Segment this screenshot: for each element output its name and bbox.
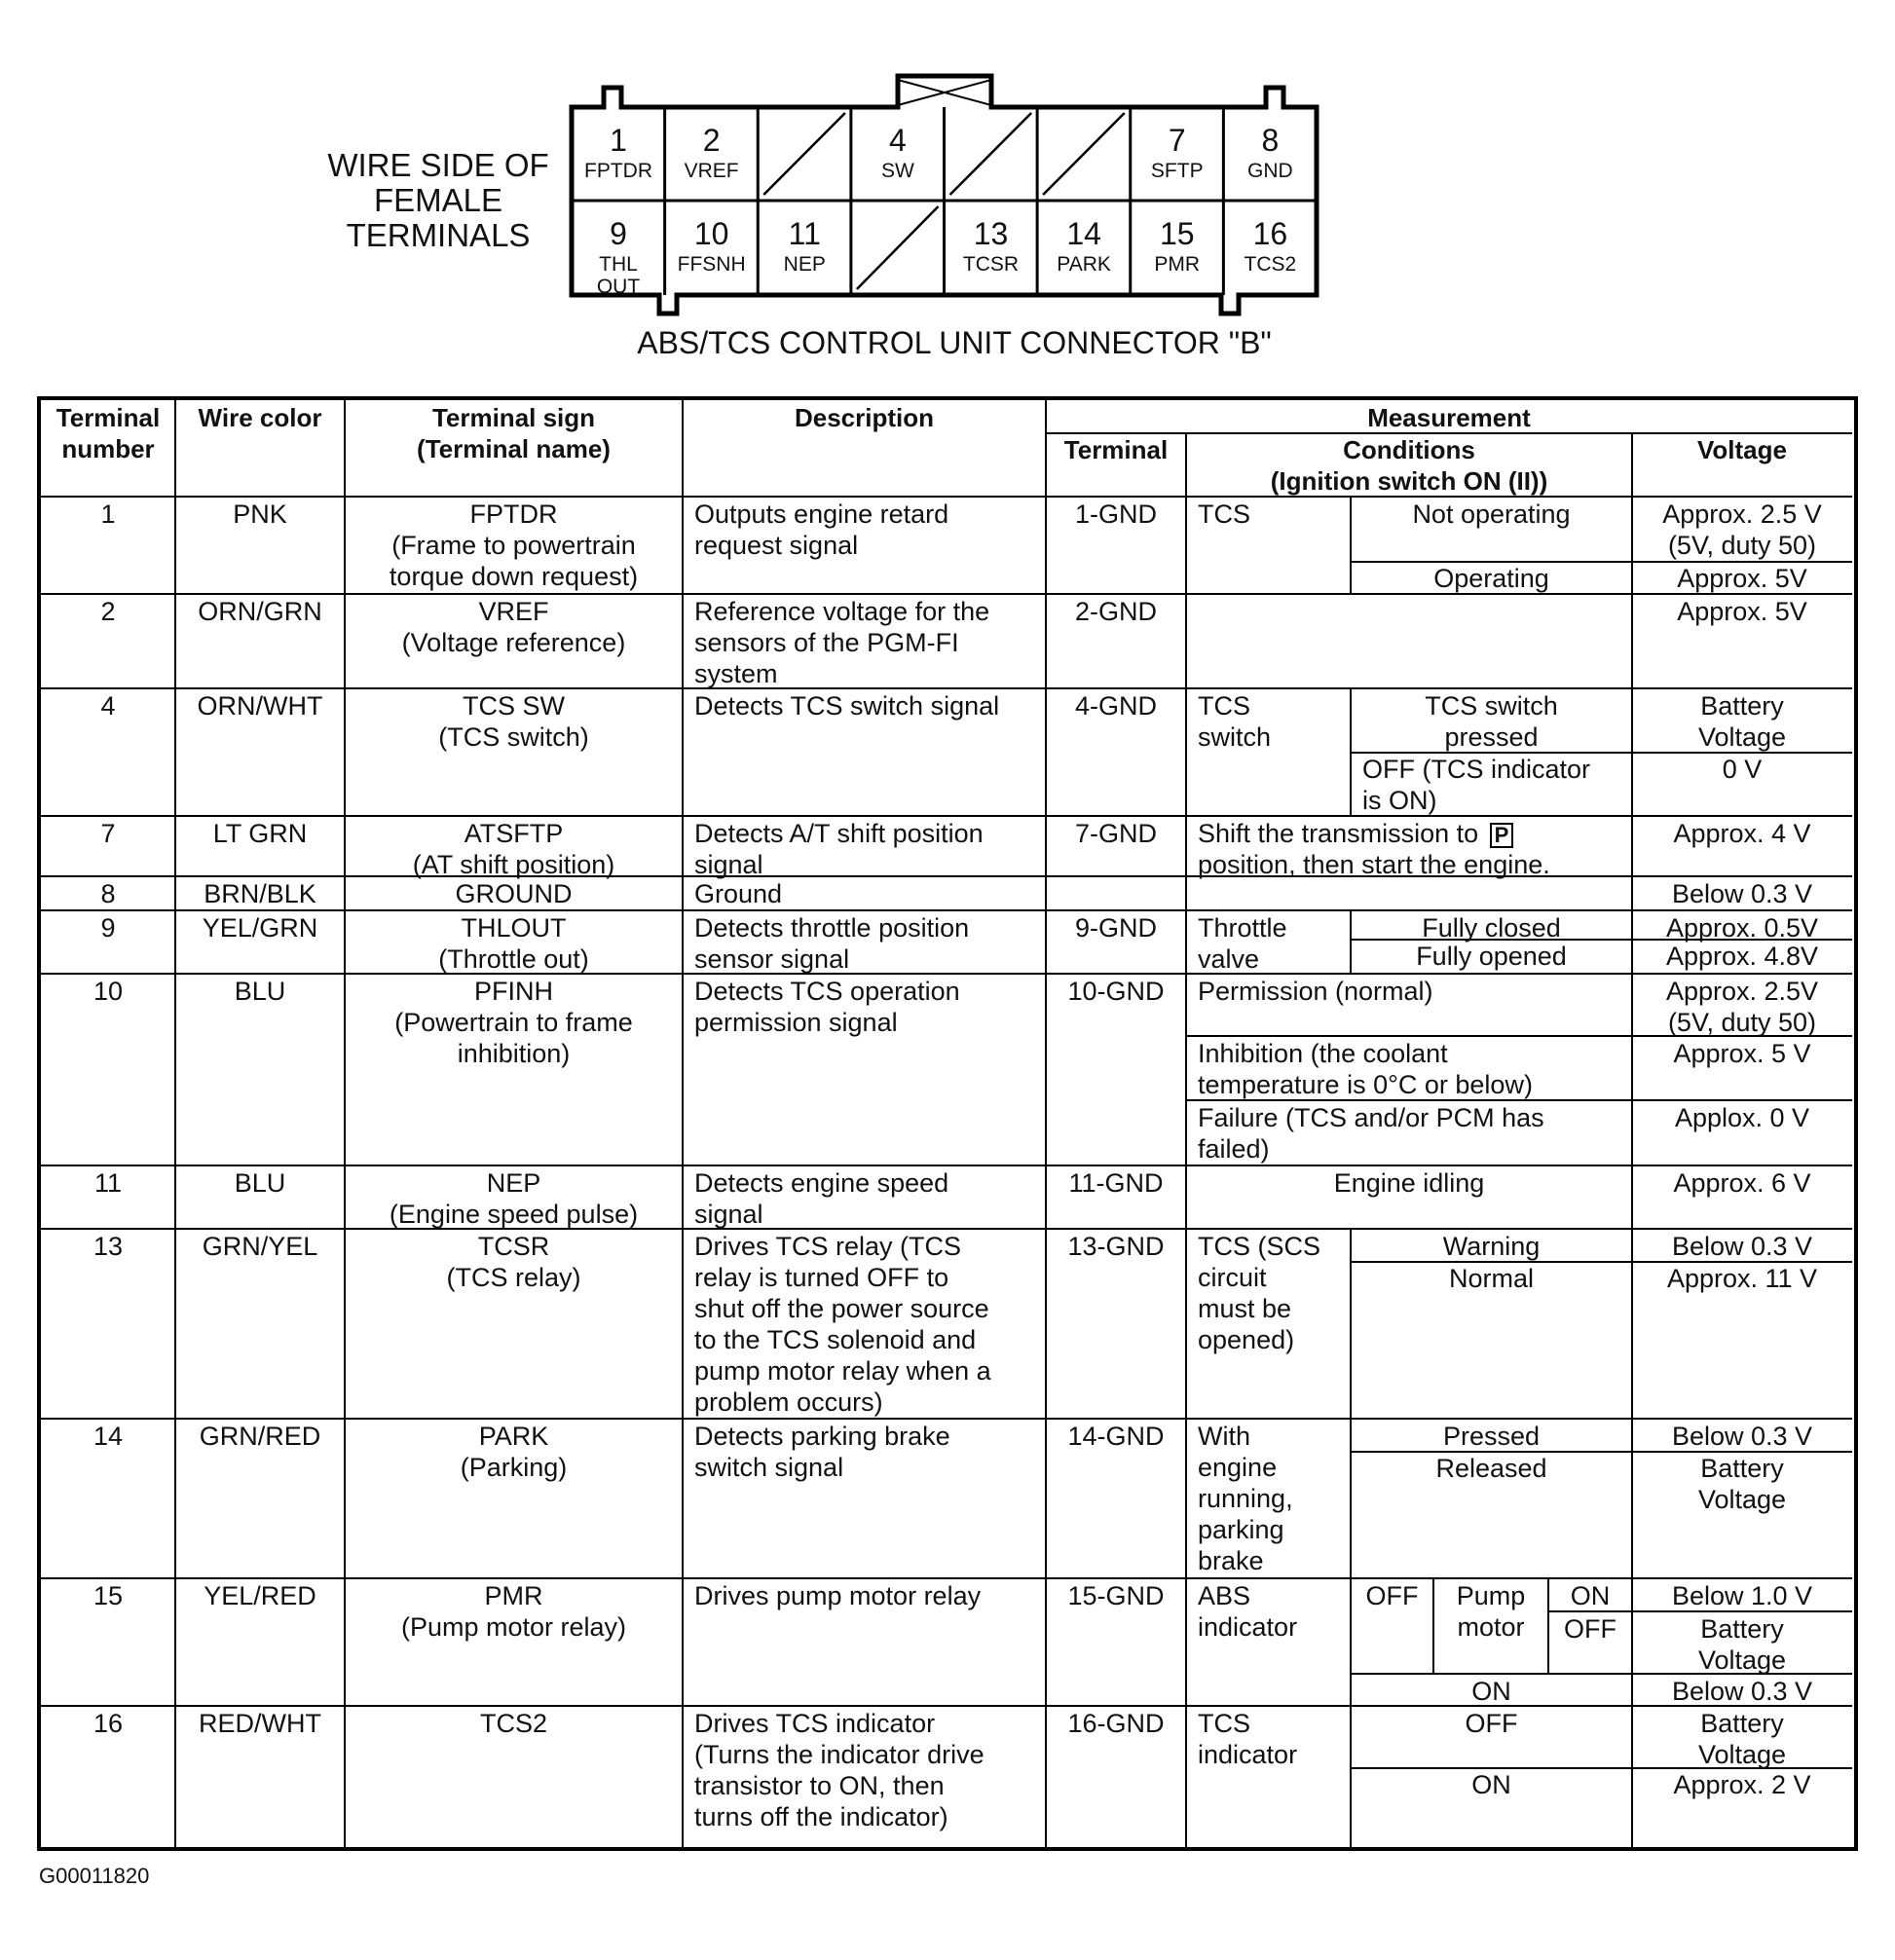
row-voltage-a: Battery Voltage <box>1697 691 1787 752</box>
connector-terminal-signal: GND <box>1247 160 1293 182</box>
header-wire-color: Wire color <box>198 403 322 432</box>
row-voltage: Approx. 6 V <box>1673 1168 1811 1198</box>
row-condition-c: Failure (TCS and/or PCM has failed) <box>1198 1103 1544 1164</box>
row-voltage-a: Below 0.3 V <box>1671 1422 1813 1451</box>
connector-terminal-number: 14 <box>1066 216 1101 251</box>
row-wire-color: PNK <box>233 499 287 529</box>
row-terminal-sign: TCS2 <box>479 1709 548 1738</box>
row-wire-color: LT GRN <box>212 819 308 848</box>
row-voltage-b: Approx. 11 V <box>1666 1264 1818 1293</box>
row-measure-terminal: 10-GND <box>1067 977 1165 1006</box>
row-terminal-number: 8 <box>100 879 116 908</box>
park-position-icon: P <box>1490 823 1514 848</box>
row-voltage-a: Below 0.3 V <box>1671 1232 1813 1261</box>
row-wire-color: YEL/GRN <box>202 913 318 943</box>
connector-side-label: WIRE SIDE OF FEMALE TERMINALS <box>327 147 549 253</box>
row-terminal-number: 13 <box>93 1232 124 1261</box>
row-condition-off: OFF <box>1564 1614 1616 1644</box>
row-description: Detects engine speed signal <box>694 1168 949 1229</box>
row-terminal-number: 1 <box>100 499 116 529</box>
row-terminal-number: 11 <box>93 1168 123 1198</box>
row-condition-b: Fully opened <box>1416 942 1567 971</box>
row-terminal-sign: ATSFTP (AT shift position) <box>412 819 615 879</box>
row-measure-terminal: 14-GND <box>1067 1422 1165 1451</box>
row-condition-label: TCS <box>1198 499 1250 529</box>
connector-terminal-signal: PARK <box>1057 253 1111 276</box>
row-voltage-b: 0 V <box>1722 755 1763 784</box>
connector-empty-slot <box>763 113 845 195</box>
connector-title: ABS/TCS CONTROL UNIT CONNECTOR "B" <box>637 325 1272 360</box>
row-terminal-number: 2 <box>100 597 116 626</box>
row-terminal-number: 14 <box>93 1422 124 1451</box>
row-wire-color: BLU <box>234 1168 286 1198</box>
connector-terminal-signal: FPTDR <box>584 160 652 182</box>
connector-terminal-number: 15 <box>1159 216 1195 251</box>
row-wire-color: YEL/RED <box>204 1581 316 1610</box>
row-measure-terminal: 2-GND <box>1074 597 1157 626</box>
row-condition <box>1198 818 1630 880</box>
row-voltage-b: Approx. 4.8V <box>1665 942 1819 971</box>
connector-terminal-signal: SW <box>880 160 914 182</box>
row-voltage-a: Below 1.0 V <box>1671 1581 1813 1610</box>
row-measure-terminal: 7-GND <box>1074 819 1157 848</box>
row-condition-label: TCS switch <box>1198 691 1272 752</box>
grid-line <box>41 1577 1852 1579</box>
row-measure-terminal: 13-GND <box>1067 1232 1165 1261</box>
row-voltage-a: Approx. 2.5V (5V, duty 50) <box>1665 977 1819 1037</box>
row-voltage: Approx. 5V <box>1677 597 1807 626</box>
row-wire-color: BRN/BLK <box>204 879 316 908</box>
row-condition-label: With engine running, parking brake <box>1198 1422 1293 1575</box>
row-condition-a: Permission (normal) <box>1198 977 1433 1006</box>
row-condition-pump-motor: Pump motor <box>1456 1581 1526 1642</box>
connector-terminal-signal: THL OUT <box>596 253 641 298</box>
row-terminal-sign: PARK (Parking) <box>460 1422 568 1482</box>
row-terminal-number: 9 <box>100 913 116 943</box>
row-voltage-b: Approx. 2 V <box>1673 1770 1811 1799</box>
connector-terminal-number: 1 <box>610 123 627 158</box>
connector-terminal-signal: TCSR <box>962 253 1020 276</box>
row-measure-terminal: 9-GND <box>1074 913 1157 943</box>
row-condition-a: OFF <box>1465 1709 1518 1738</box>
header-voltage: Voltage <box>1697 435 1787 464</box>
connector-terminal-signal: VREF <box>684 160 739 182</box>
row-terminal-number: 10 <box>93 977 124 1006</box>
row-condition-b: ON <box>1471 1770 1511 1799</box>
row-description: Detects A/T shift position signal <box>694 819 984 879</box>
row-wire-color: ORN/WHT <box>197 691 323 721</box>
row-terminal-sign: THLOUT (Throttle out) <box>438 913 589 974</box>
terminal-table <box>37 396 1858 1851</box>
grid-line <box>41 1165 1852 1166</box>
connector-empty-slot <box>950 113 1032 195</box>
row-measure-terminal: 16-GND <box>1067 1709 1165 1738</box>
header-description: Description <box>794 403 935 432</box>
row-terminal-sign: GROUND <box>455 879 573 908</box>
connector-terminal-signal: TCS2 <box>1244 253 1297 276</box>
row-description: Outputs engine retard request signal <box>694 499 949 560</box>
connector-terminal-signal: FFSNH <box>677 253 746 276</box>
row-voltage-b: Battery Voltage <box>1697 1614 1787 1675</box>
row-description: Detects TCS operation permission signal <box>694 977 960 1037</box>
row-terminal-sign: NEP (Engine speed pulse) <box>389 1168 639 1229</box>
row-condition: Engine idling <box>1333 1168 1485 1198</box>
row-description: Ground <box>694 879 783 908</box>
row-condition-b: Inhibition (the coolant temperature is 0°C or below) <box>1198 1039 1533 1099</box>
connector-terminal-number: 7 <box>1168 123 1186 158</box>
row-voltage-b: Battery Voltage <box>1697 1454 1787 1514</box>
condition-text: position, then start the engine. <box>1198 850 1550 879</box>
figure-code: G00011820 <box>39 1864 150 1888</box>
row-measure-terminal: 1-GND <box>1074 499 1157 529</box>
row-description: Drives TCS indicator (Turns the indicator drive transistor to ON, then turns off the indicator) <box>694 1709 985 1831</box>
row-terminal-number: 7 <box>100 819 116 848</box>
row-condition-label: TCS indicator <box>1198 1709 1298 1769</box>
header-terminal-sign: Terminal sign (Terminal name) <box>417 403 611 463</box>
grid-line <box>1185 433 1187 497</box>
row-voltage: Approx. 4 V <box>1673 819 1811 848</box>
row-terminal-number: 4 <box>100 691 116 721</box>
connector-terminal-signal: NEP <box>783 253 826 276</box>
row-terminal-number: 16 <box>93 1709 124 1738</box>
row-condition-b: Released <box>1435 1454 1547 1483</box>
connector-terminal-number: 16 <box>1252 216 1288 251</box>
connector-terminal-signal: PMR <box>1154 253 1201 276</box>
row-condition-a: Fully closed <box>1422 913 1561 943</box>
row-wire-color: BLU <box>234 977 286 1006</box>
row-condition-label: ABS indicator <box>1198 1581 1298 1642</box>
row-voltage-b: Approx. 5V <box>1677 564 1807 593</box>
row-description: Drives TCS relay (TCS relay is turned OFF to shut off the power source to the TCS solenoid and pump motor relay when a problem occurs) <box>694 1232 991 1417</box>
row-measure-terminal: 15-GND <box>1067 1581 1165 1610</box>
row-condition-a: TCS switch pressed <box>1425 691 1558 752</box>
row-wire-color: GRN/YEL <box>202 1232 318 1261</box>
row-description: Detects throttle position sensor signal <box>694 913 970 974</box>
row-description: Detects parking brake switch signal <box>694 1422 950 1482</box>
connector-terminal-number: 2 <box>702 123 721 158</box>
header-terminal: Terminal <box>1063 435 1169 464</box>
connector-terminal-signal: SFTP <box>1150 160 1204 182</box>
connector-empty-slot <box>857 206 939 289</box>
row-terminal-sign: VREF (Voltage reference) <box>401 597 626 657</box>
row-measure-terminal: 11-GND <box>1068 1168 1164 1198</box>
connector-terminal-number: 8 <box>1261 123 1280 158</box>
grid-line <box>41 909 1852 911</box>
row-description: Reference voltage for the sensors of the PGM-FI system <box>694 597 990 688</box>
grid-line <box>41 1418 1852 1420</box>
condition-text: Shift the transmission to <box>1198 819 1479 848</box>
header-measurement: Measurement <box>1367 403 1531 432</box>
row-voltage-a: Approx. 0.5V <box>1665 913 1819 943</box>
connector-terminal-number: 13 <box>973 216 1009 251</box>
row-voltage-c: Applox. 0 V <box>1674 1103 1810 1132</box>
row-voltage-c: Below 0.3 V <box>1671 1677 1813 1706</box>
row-condition-b: Normal <box>1448 1264 1534 1293</box>
row-terminal-sign: TCSR (TCS relay) <box>446 1232 581 1292</box>
row-condition-label: Throttle valve <box>1198 913 1287 974</box>
row-measure-terminal: 4-GND <box>1074 691 1157 721</box>
connector-empty-slot <box>1043 113 1125 195</box>
row-description: Detects TCS switch signal <box>694 691 1000 721</box>
row-condition-a: Pressed <box>1442 1422 1541 1451</box>
connector-terminal-number: 10 <box>693 216 729 251</box>
row-condition-b: Operating <box>1433 564 1549 593</box>
header-conditions: Conditions (Ignition switch ON (II)) <box>1270 435 1548 496</box>
row-terminal-sign: PMR (Pump motor relay) <box>400 1581 627 1642</box>
row-condition-a: Warning <box>1442 1232 1541 1261</box>
grid-line <box>1631 433 1633 497</box>
row-terminal-sign: PFINH (Powertrain to frame inhibition) <box>394 977 633 1068</box>
connector-terminal-number: 11 <box>788 216 821 251</box>
row-condition-on: ON <box>1471 1677 1511 1706</box>
row-voltage: Below 0.3 V <box>1671 879 1813 908</box>
row-voltage-a: Approx. 2.5 V (5V, duty 50) <box>1662 499 1822 560</box>
row-voltage-b: Approx. 5 V <box>1673 1039 1811 1068</box>
row-wire-color: GRN/RED <box>199 1422 321 1451</box>
row-condition-b: OFF (TCS indicator is ON) <box>1362 755 1591 815</box>
row-condition-label: TCS (SCS circuit must be opened) <box>1198 1232 1321 1354</box>
row-condition-a: Not operating <box>1412 499 1571 529</box>
connector-terminal-number: 4 <box>888 123 907 158</box>
row-terminal-sign: TCS SW (TCS switch) <box>438 691 589 752</box>
connector-terminal-number: 9 <box>610 216 627 251</box>
row-terminal-sign: FPTDR (Frame to powertrain torque down request) <box>389 499 639 591</box>
row-wire-color: ORN/GRN <box>198 597 322 626</box>
header-terminal-number: Terminal number <box>56 403 161 463</box>
row-condition-off: OFF <box>1365 1581 1419 1610</box>
row-description: Drives pump motor relay <box>694 1581 982 1610</box>
row-wire-color: RED/WHT <box>199 1709 321 1738</box>
row-terminal-number: 15 <box>93 1581 124 1610</box>
row-voltage-a: Battery Voltage <box>1697 1709 1787 1769</box>
row-condition-on: ON <box>1570 1581 1611 1610</box>
